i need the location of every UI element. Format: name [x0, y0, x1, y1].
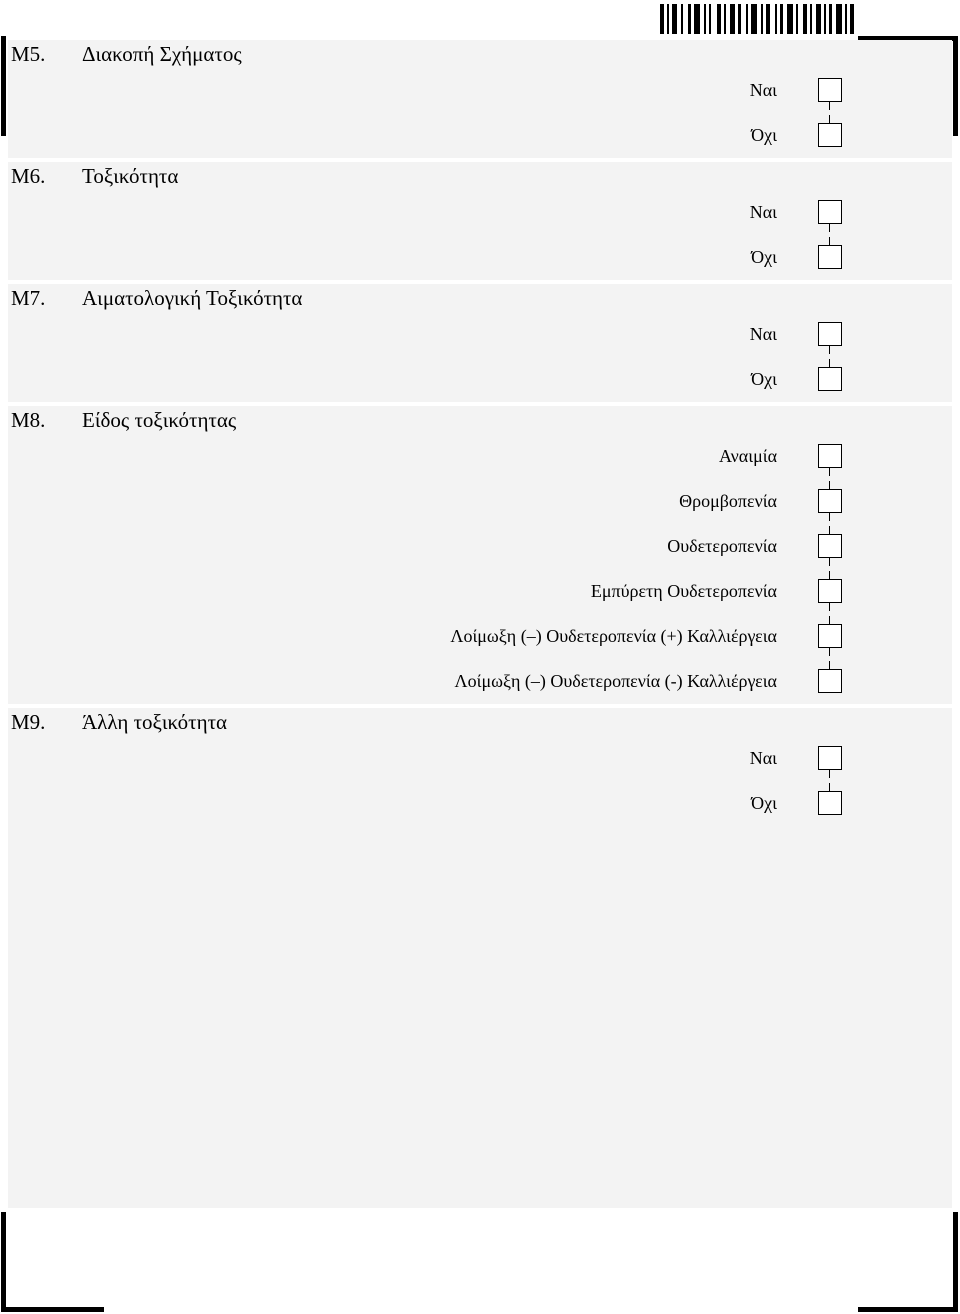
- option-label-infection-culture-positive: Λοίμωξη (–) Ουδετεροπενία (+) Καλλιέργεια: [450, 626, 777, 646]
- tick-mark: [829, 603, 830, 611]
- section-number: M6.: [11, 164, 46, 188]
- section-number: M8.: [11, 408, 46, 432]
- tick-mark: [829, 616, 830, 624]
- option-label-yes: Ναι: [749, 80, 777, 100]
- section-m7: [8, 284, 952, 402]
- section-number: M9.: [11, 710, 46, 734]
- section-title: Είδος τοξικότητας: [82, 408, 237, 432]
- corner-mark-bottom-left: [1, 1212, 6, 1312]
- section-m8: [8, 406, 952, 704]
- tick-mark: [829, 783, 830, 791]
- tick-mark: [829, 346, 830, 354]
- option-label-yes: Ναι: [749, 202, 777, 222]
- section-title: Άλλη τοξικότητα: [82, 710, 228, 734]
- corner-mark-bottom-left: [1, 1307, 104, 1312]
- checkbox-thrombocytopenia[interactable]: [818, 489, 842, 513]
- option-label-no: Όχι: [751, 125, 777, 145]
- corner-mark-top-right: [953, 36, 958, 136]
- tick-mark: [829, 237, 830, 245]
- checkbox-no[interactable]: [818, 123, 842, 147]
- tick-mark: [829, 102, 830, 110]
- corner-mark-bottom-right: [858, 1307, 958, 1312]
- checkbox-febrile-neutropenia[interactable]: [818, 579, 842, 603]
- option-label-anemia: Αναιμία: [719, 446, 777, 466]
- section-title: Διακοπή Σχήματος: [82, 42, 242, 66]
- checkbox-yes[interactable]: [818, 200, 842, 224]
- checkbox-yes[interactable]: [818, 78, 842, 102]
- section-title: Τοξικότητα: [82, 164, 179, 188]
- tick-mark: [829, 648, 830, 656]
- option-label-yes: Ναι: [749, 748, 777, 768]
- tick-mark: [829, 468, 830, 476]
- checkbox-yes[interactable]: [818, 746, 842, 770]
- corner-mark-top-left: [1, 36, 6, 136]
- section-number: M5.: [11, 42, 46, 66]
- checkbox-infection-culture-negative[interactable]: [818, 669, 842, 693]
- section-m9: [8, 708, 952, 1208]
- form-barcode: [660, 4, 854, 34]
- tick-mark: [829, 224, 830, 232]
- tick-mark: [829, 115, 830, 123]
- checkbox-yes[interactable]: [818, 322, 842, 346]
- option-label-yes: Ναι: [749, 324, 777, 344]
- section-m5: [8, 40, 952, 158]
- checkbox-no[interactable]: [818, 245, 842, 269]
- tick-mark: [829, 661, 830, 669]
- option-label-neutropenia: Ουδετεροπενία: [667, 536, 777, 556]
- corner-mark-bottom-right: [953, 1212, 958, 1312]
- option-label-no: Όχι: [751, 247, 777, 267]
- option-label-febrile-neutropenia: Εμπύρετη Ουδετεροπενία: [590, 581, 777, 601]
- section-m6: [8, 162, 952, 280]
- option-label-no: Όχι: [751, 793, 777, 813]
- section-title: Αιματολογική Τοξικότητα: [82, 286, 303, 310]
- tick-mark: [829, 571, 830, 579]
- tick-mark: [829, 770, 830, 778]
- checkbox-anemia[interactable]: [818, 444, 842, 468]
- option-label-infection-culture-negative: Λοίμωξη (–) Ουδετεροπενία (-) Καλλιέργεια: [454, 671, 777, 691]
- option-label-thrombocytopenia: Θρομβοπενία: [679, 491, 777, 511]
- tick-mark: [829, 359, 830, 367]
- tick-mark: [829, 513, 830, 521]
- tick-mark: [829, 481, 830, 489]
- checkbox-infection-culture-positive[interactable]: [818, 624, 842, 648]
- checkbox-neutropenia[interactable]: [818, 534, 842, 558]
- section-number: M7.: [11, 286, 46, 310]
- option-label-no: Όχι: [751, 369, 777, 389]
- checkbox-no[interactable]: [818, 791, 842, 815]
- tick-mark: [829, 526, 830, 534]
- checkbox-no[interactable]: [818, 367, 842, 391]
- tick-mark: [829, 558, 830, 566]
